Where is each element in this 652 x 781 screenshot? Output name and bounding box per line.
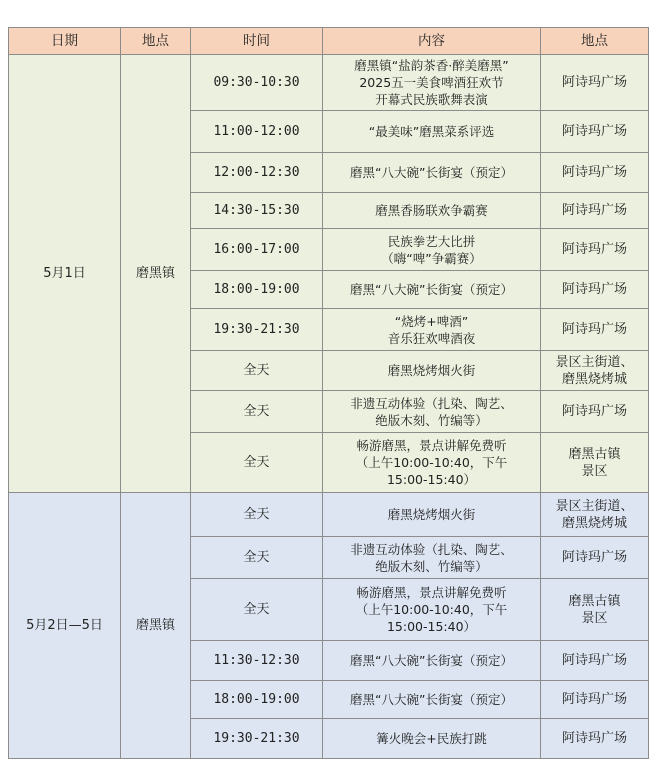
content-cell-line: 篝火晚会+民族打跳	[376, 731, 487, 746]
content-cell-line: （上午10:00-10:40，下午	[355, 602, 508, 617]
time-cell: 全天	[191, 351, 323, 391]
content-cell	[323, 229, 541, 271]
time-cell: 12:00-12:30	[191, 153, 323, 193]
content-cell-line: 绝版木刻、竹编等）	[375, 412, 488, 428]
content-cell	[323, 55, 541, 111]
header-town: 地点	[121, 28, 191, 55]
venue-cell-line: 景区主街道、	[555, 354, 634, 370]
time-cell: 全天	[191, 493, 323, 537]
venue-cell	[541, 719, 649, 759]
venue-cell	[541, 111, 649, 153]
content-cell	[323, 719, 541, 759]
time-cell: 19:30-21:30	[191, 719, 323, 759]
venue-cell-line: 磨黑古镇	[568, 593, 621, 609]
content-cell-line: 磨黑香肠联欢争霸赛	[375, 203, 488, 218]
content-cell-line: 非遗互动体验（扎染、陶艺、	[350, 541, 513, 557]
content-cell-line: “烧烤+啤酒”	[394, 313, 469, 329]
venue-cell-line: 磨黑烧烤城	[561, 515, 627, 531]
content-cell-line: 非遗互动体验（扎染、陶艺、	[350, 395, 513, 411]
schedule-table	[8, 27, 649, 759]
venue-cell-line: 阿诗玛广场	[561, 322, 627, 337]
date-cell: 5月1日	[9, 55, 121, 493]
content-cell-line: 磨黑烧烤烟火街	[387, 363, 476, 378]
venue-cell	[541, 391, 649, 433]
time-cell: 全天	[191, 579, 323, 641]
venue-cell-line: 阿诗玛广场	[561, 550, 627, 565]
time-cell: 11:00-12:00	[191, 111, 323, 153]
venue-cell-line: 阿诗玛广场	[561, 242, 627, 257]
content-cell-line: 畅游磨黑，景点讲解免费听	[356, 438, 507, 453]
content-cell-line: 民族拳艺大比拼	[387, 233, 476, 249]
time-cell: 全天	[191, 433, 323, 493]
venue-cell	[541, 55, 649, 111]
schedule-body	[9, 55, 649, 759]
table-row	[9, 493, 649, 537]
time-cell: 19:30-21:30	[191, 309, 323, 351]
venue-cell-line: 景区	[581, 463, 608, 479]
content-cell-line: 磨黑烧烤烟火街	[387, 507, 476, 522]
content-cell	[323, 153, 541, 193]
venue-cell-line: 阿诗玛广场	[561, 165, 627, 180]
time-cell: 09:30-10:30	[191, 55, 323, 111]
header-time: 时间	[191, 28, 323, 55]
content-cell	[323, 537, 541, 579]
content-cell-line: 磨黑“八大碗”长街宴（预定）	[350, 692, 513, 707]
content-cell-line: 磨黑镇“盐韵茶香·醉美磨黑”	[354, 58, 509, 73]
content-cell-line: 畅游磨黑，景点讲解免费听	[356, 585, 507, 600]
content-cell-line: 2025五一美食啤酒狂欢节	[359, 75, 504, 90]
venue-cell	[541, 433, 649, 493]
town-cell: 磨黑镇	[121, 55, 191, 493]
table-row	[9, 55, 649, 111]
content-cell	[323, 271, 541, 309]
venue-cell	[541, 681, 649, 719]
header-content: 内容	[323, 28, 541, 55]
content-cell-line: 磨黑“八大碗”长街宴（预定）	[350, 282, 513, 297]
venue-cell-line: 阿诗玛广场	[561, 692, 627, 707]
content-cell	[323, 111, 541, 153]
venue-cell-line: 阿诗玛广场	[561, 282, 627, 297]
venue-cell-line: 景区	[581, 610, 608, 626]
content-cell	[323, 433, 541, 493]
venue-cell	[541, 309, 649, 351]
content-cell	[323, 681, 541, 719]
content-cell	[323, 493, 541, 537]
time-cell: 18:00-19:00	[191, 271, 323, 309]
content-cell-line: （上午10:00-10:40，下午	[355, 455, 508, 470]
content-cell-line: 开幕式民族歌舞表演	[375, 92, 488, 107]
content-cell-line: 磨黑“八大碗”长街宴（预定）	[350, 165, 513, 180]
content-cell-line: 绝版木刻、竹编等）	[375, 558, 488, 574]
content-cell	[323, 351, 541, 391]
venue-cell-line: 磨黑烧烤城	[561, 371, 627, 387]
venue-cell-line: 阿诗玛广场	[561, 731, 627, 746]
content-cell-line: 磨黑“八大碗”长街宴（预定）	[350, 653, 513, 668]
content-cell-line: 15:00-15:40）	[386, 619, 477, 634]
header-row	[9, 28, 649, 55]
venue-cell	[541, 153, 649, 193]
venue-cell-line: 阿诗玛广场	[561, 404, 627, 419]
venue-cell-line: 阿诗玛广场	[561, 203, 627, 218]
content-cell	[323, 193, 541, 229]
venue-cell	[541, 493, 649, 537]
content-cell-line: “最美味”磨黑菜系评选	[368, 124, 495, 139]
content-cell	[323, 309, 541, 351]
venue-cell	[541, 579, 649, 641]
header-venue: 地点	[541, 28, 649, 55]
content-cell-line: （嗨“啤”争霸赛）	[381, 250, 482, 266]
time-cell: 11:30-12:30	[191, 641, 323, 681]
date-cell: 5月2日—5日	[9, 493, 121, 759]
venue-cell	[541, 271, 649, 309]
venue-cell-line: 阿诗玛广场	[561, 75, 627, 90]
content-cell	[323, 579, 541, 641]
time-cell: 14:30-15:30	[191, 193, 323, 229]
content-cell	[323, 391, 541, 433]
venue-cell-line: 景区主街道、	[555, 498, 634, 514]
venue-cell	[541, 193, 649, 229]
time-cell: 全天	[191, 537, 323, 579]
header-date: 日期	[9, 28, 121, 55]
time-cell: 全天	[191, 391, 323, 433]
venue-cell	[541, 641, 649, 681]
content-cell-line: 音乐狂欢啤酒夜	[387, 330, 476, 346]
time-cell: 16:00-17:00	[191, 229, 323, 271]
venue-cell	[541, 537, 649, 579]
venue-cell-line: 阿诗玛广场	[561, 124, 627, 139]
time-cell: 18:00-19:00	[191, 681, 323, 719]
venue-cell	[541, 351, 649, 391]
venue-cell-line: 磨黑古镇	[568, 446, 621, 462]
venue-cell	[541, 229, 649, 271]
content-cell-line: 15:00-15:40）	[386, 472, 477, 487]
venue-cell-line: 阿诗玛广场	[561, 653, 627, 668]
town-cell: 磨黑镇	[121, 493, 191, 759]
content-cell	[323, 641, 541, 681]
